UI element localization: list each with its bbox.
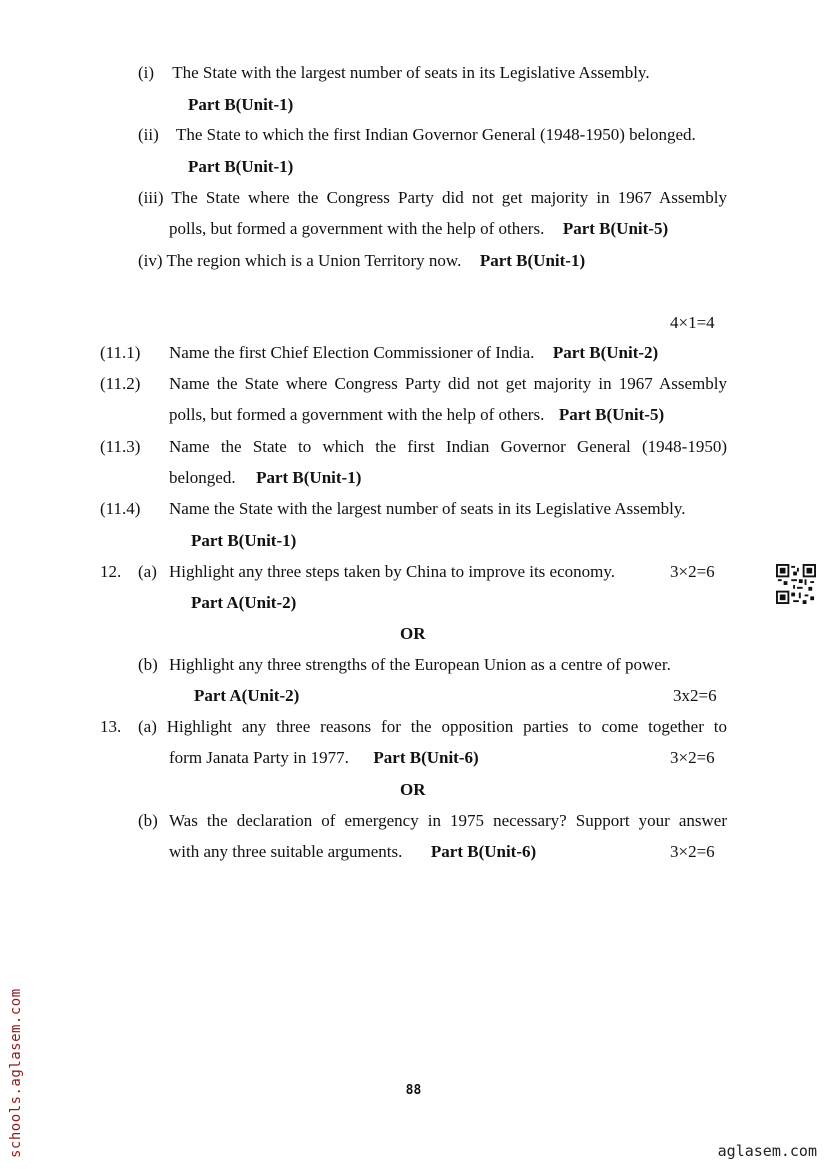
q11-1-ref: Part B(Unit-2) — [552, 343, 659, 362]
q11-4-ref: Part B(Unit-1) — [191, 531, 297, 550]
item-iii-line2 — [169, 218, 668, 240]
q13-or: OR — [400, 780, 426, 799]
q13-b-ref: Part B(Unit-6) — [430, 842, 537, 861]
q11-2-line2 — [169, 404, 664, 426]
q12-a-ref: Part A(Unit-2) — [191, 593, 297, 612]
q12-b-label: (b) — [138, 655, 158, 674]
item-i — [138, 62, 650, 84]
item-iv-ref: Part B(Unit-1) — [479, 251, 586, 270]
q11-3-line1: Name the State to which the first Indian Governor General (1948-1950) — [169, 437, 727, 456]
q13-a-line1 — [138, 716, 727, 738]
watermark-left: schools.aglasem.com — [8, 988, 24, 1158]
q11-4-text: Name the State with the largest number of seats in its Legislative Assembly. — [169, 499, 686, 518]
item-number: (iv) — [138, 251, 163, 270]
q13-b-line1: Was the declaration of emergency in 1975 necessary? Support your answer — [169, 811, 727, 830]
q12-b-marks: 3x2=6 — [673, 686, 717, 705]
item-iii-line1 — [138, 187, 727, 209]
item-iv — [138, 250, 585, 272]
q13-a-marks: 3×2=6 — [670, 748, 715, 767]
item-number: (i) — [138, 63, 155, 82]
page-number: 88 — [405, 1083, 422, 1098]
item-number: (iii) — [138, 188, 164, 207]
q11-1-number: (11.1) — [100, 343, 141, 362]
watermark-right: aglasem.com — [717, 1142, 817, 1160]
q11-3-ref: Part B(Unit-1) — [256, 468, 362, 487]
item-number: (ii) — [138, 125, 159, 144]
q12-a-text: Highlight any three steps taken by China to improve its economy. — [169, 562, 616, 581]
q12-b-text: Highlight any three strengths of the European Union as a centre of power. — [169, 655, 671, 674]
marks-11: 4×1=4 — [670, 313, 715, 332]
question-text: polls, but formed a government with the help of others. — [169, 405, 545, 424]
q12-number: 12. — [100, 562, 122, 581]
q13-b-line2 — [169, 841, 536, 863]
question-text: with any three suitable arguments. — [169, 842, 403, 861]
qr-code — [776, 564, 816, 604]
item-text: polls, but formed a government with the help of others. — [169, 219, 545, 238]
item-text: The region which is a Union Territory now. — [166, 251, 462, 270]
q11-2-ref: Part B(Unit-5) — [558, 405, 665, 424]
q12-or: OR — [400, 624, 426, 643]
q12-a-marks: 3×2=6 — [670, 562, 715, 581]
item-ii — [138, 124, 696, 146]
q12-a-label: (a) — [138, 562, 157, 581]
item-text: The State with the largest number of seats in its Legislative Assembly. — [172, 63, 650, 82]
question-text: Name the first Chief Election Commissioner of India. — [169, 343, 535, 362]
q13-a-ref: Part B(Unit-6) — [373, 748, 479, 767]
q13-a-line2 — [169, 747, 479, 769]
q11-2-number: (11.2) — [100, 374, 141, 393]
q11-4-number: (11.4) — [100, 499, 141, 518]
q11-1 — [169, 342, 658, 364]
question-text: belonged. — [169, 468, 236, 487]
q13-b-label: (b) — [138, 811, 158, 830]
item-ii-ref: Part B(Unit-1) — [188, 157, 294, 176]
item-text: The State where the Congress Party did not get majority in 1967 Assembly — [171, 188, 727, 207]
item-iii-ref: Part B(Unit-5) — [562, 219, 669, 238]
q12-b-ref: Part A(Unit-2) — [194, 686, 300, 705]
q13-b-marks: 3×2=6 — [670, 842, 715, 861]
q13-a-label: (a) — [138, 717, 157, 736]
question-text: form Janata Party in 1977. — [169, 748, 349, 767]
item-text: The State to which the first Indian Governor General (1948-1950) belonged. — [175, 125, 696, 144]
question-text: Highlight any three reasons for the opposition parties to come together to — [166, 717, 728, 736]
q13-number: 13. — [100, 717, 122, 736]
q11-3-number: (11.3) — [100, 437, 141, 456]
q11-3-line2 — [169, 467, 361, 489]
q11-2-line1: Name the State where Congress Party did not get majority in 1967 Assembly — [169, 374, 727, 393]
item-i-ref: Part B(Unit-1) — [188, 95, 294, 114]
